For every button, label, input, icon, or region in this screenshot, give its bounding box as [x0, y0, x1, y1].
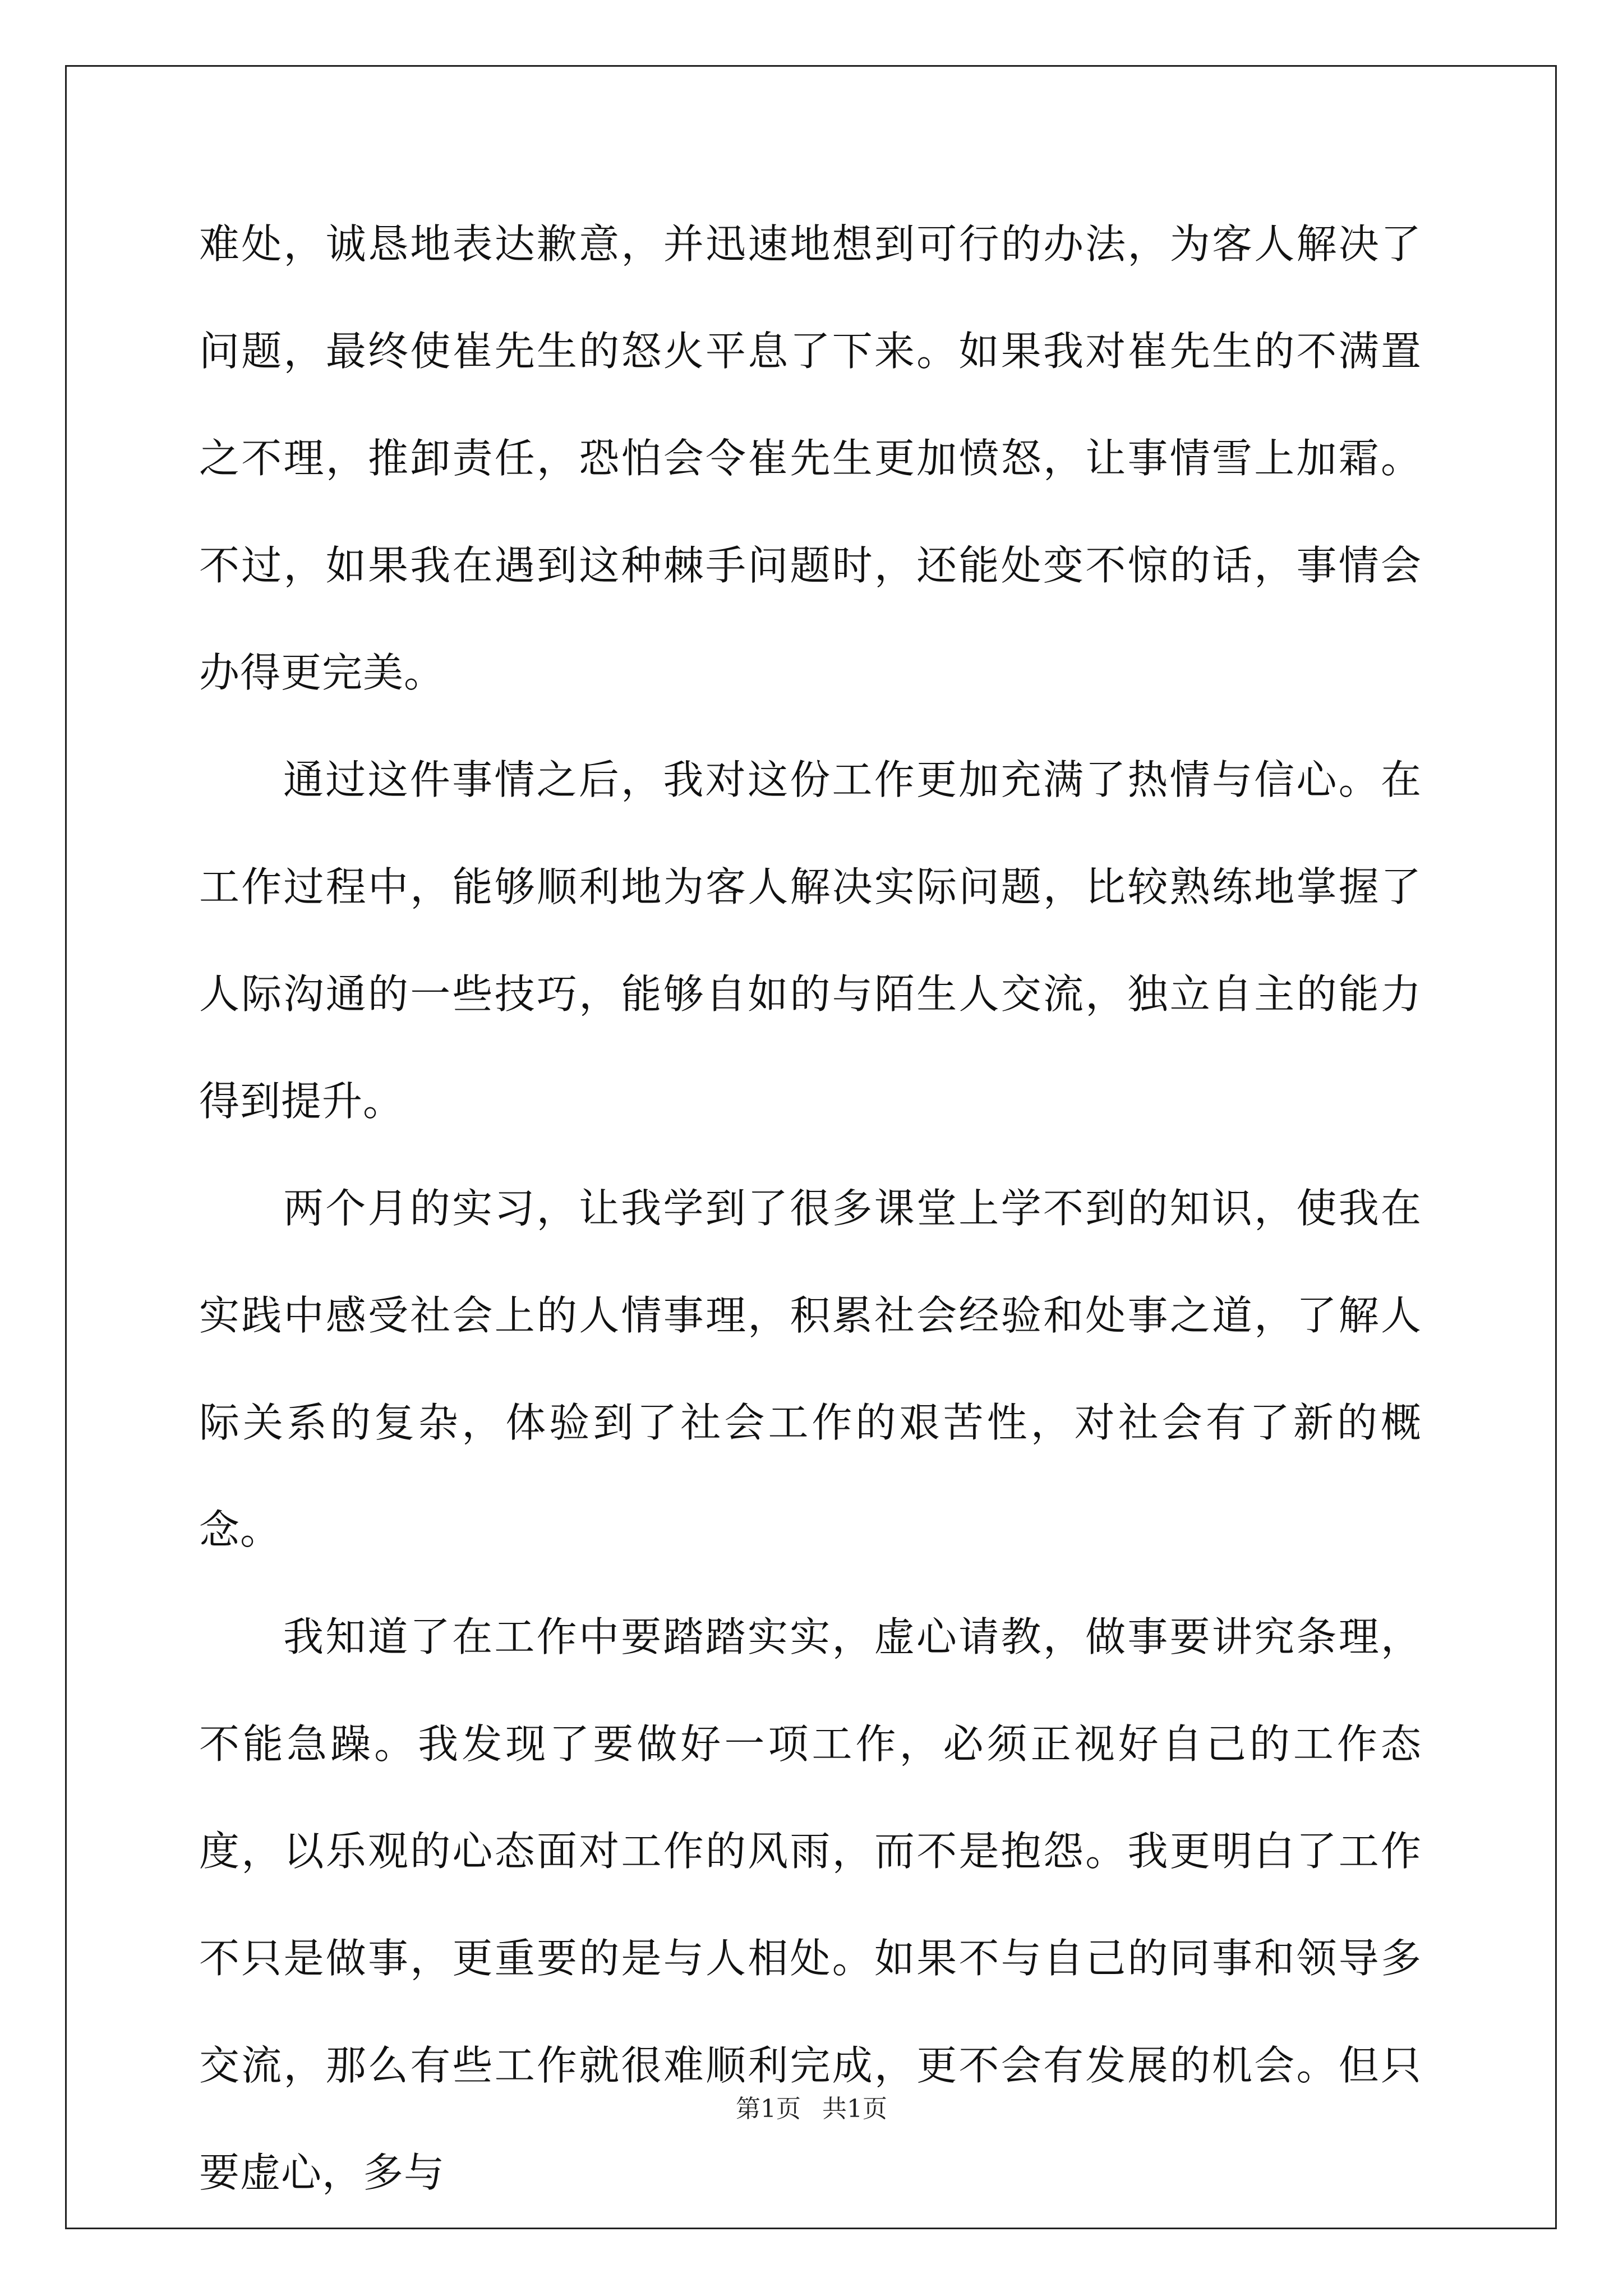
paragraph-2: 通过这件事情之后，我对这份工作更加充满了热情与信心。在工作过程中，能够顺利地为客人解决实际问题，比较熟练地掌握了人际沟通的一些技巧，能够自如的与陌生人交流，独立自主的能力得到提升。	[199, 756, 1422, 1125]
paragraph-4: 我知道了在工作中要踏踏实实，虚心请教，做事要讲究条理，不能急躁。我发现了要做好一项工作，必须正视好自己的工作态度，以乐观的心态面对工作的风雨，而不是抱怨。我更明白了工作不只是做事，更重要的是与人相处。如果不与自己的同事和领导多交流，那么有些工作就很难顺利完成，更不会有发展的机会。但只要虚心，多与	[199, 1613, 1422, 2196]
paragraph-3: 两个月的实习，让我学到了很多课堂上学不到的知识，使我在实践中感受社会上的人情事理，积累社会经验和处事之道，了解人际关系的复杂，体验到了社会工作的艰苦性，对社会有了新的概念。	[199, 1185, 1422, 1553]
page-footer	[0, 2092, 1623, 2126]
document-body	[199, 191, 1422, 2226]
paragraph-1: 难处，诚恳地表达歉意，并迅速地想到可行的办法，为客人解决了问题，最终使崔先生的怒火平息了下来。如果我对崔先生的不满置之不理，推卸责任，恐怕会令崔先生更加愤怒，让事情雪上加霜。不过，如果我在遇到这种棘手问题时，还能处变不惊的话，事情会办得更完美。	[199, 220, 1422, 696]
page-total: 共1页	[822, 2095, 887, 2123]
page-number: 第1页	[736, 2095, 801, 2123]
